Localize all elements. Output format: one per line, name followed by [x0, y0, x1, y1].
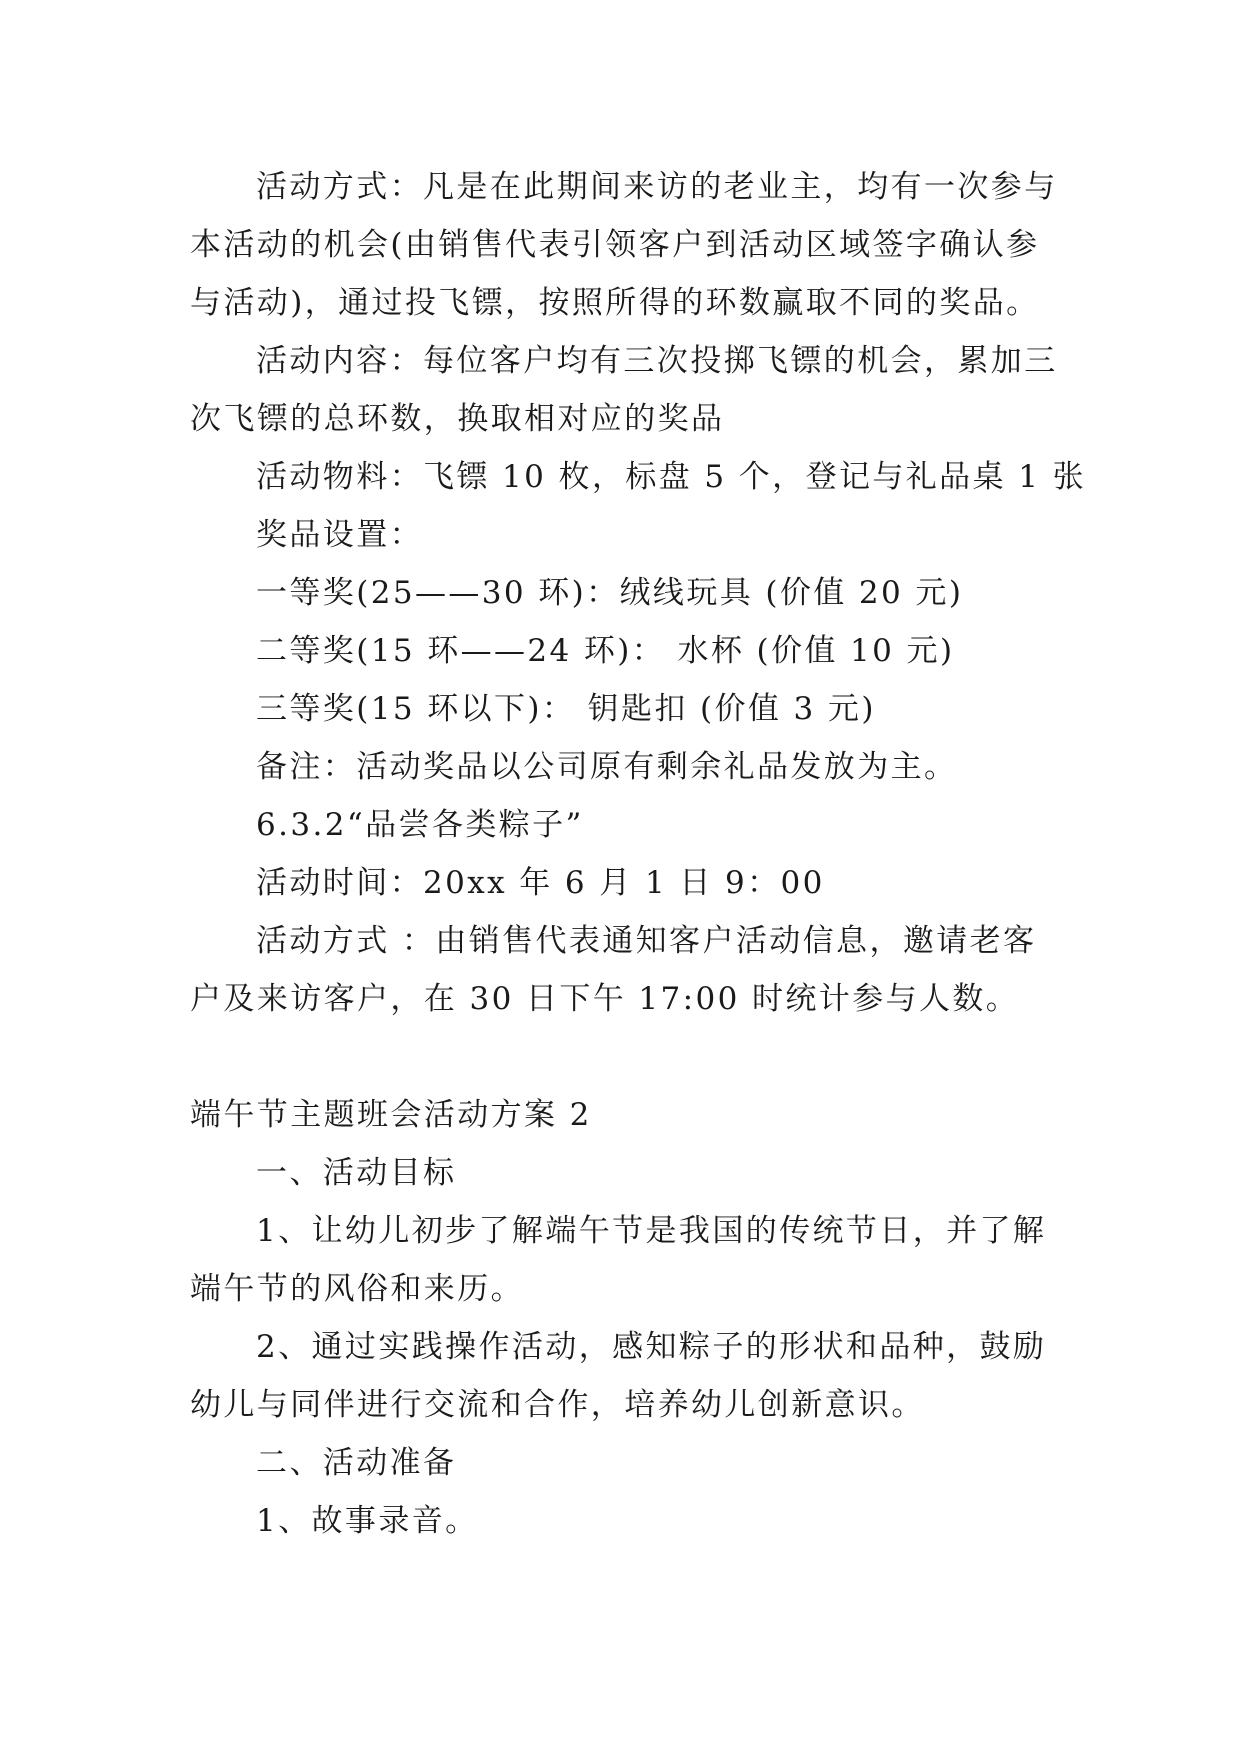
text-line: 2、通过实践操作活动，感知粽子的形状和品种，鼓励 — [256, 1329, 1047, 1365]
section-heading: 一、活动目标 — [256, 1155, 457, 1191]
text-line: 活动方式：凡是在此期间来访的老业主，均有一次参与 — [256, 169, 1058, 205]
section-heading: 6.3.2“品尝各类粽子” — [256, 807, 584, 843]
text-line: 二等奖(15 环——24 环)： 水杯 (价值 10 元) — [256, 633, 955, 669]
text-line: 幼儿与同伴进行交流和合作，培养幼儿创新意识。 — [190, 1387, 925, 1423]
text-line: 端午节的风俗和来历。 — [190, 1271, 524, 1307]
text-line: 1、故事录音。 — [256, 1503, 479, 1539]
text-line: 奖品设置： — [256, 517, 423, 553]
text-line: 一等奖(25——30 环)：绒线玩具 (价值 20 元) — [256, 575, 964, 611]
text-line: 本活动的机会(由销售代表引领客户到活动区域签字确认参 — [190, 227, 1040, 263]
section-heading: 二、活动准备 — [256, 1445, 457, 1481]
text-line: 户及来访客户，在 30 日下午 17:00 时统计参与人数。 — [190, 981, 1020, 1017]
text-line: 与活动)，通过投飞镖，按照所得的环数赢取不同的奖品。 — [190, 285, 1040, 321]
text-line: 三等奖(15 环以下)： 钥匙扣 (价值 3 元) — [256, 691, 876, 727]
text-line: 活动方式 ：由销售代表通知客户活动信息，邀请老客 — [256, 923, 1037, 959]
text-line: 活动内容：每位客户均有三次投掷飞镖的机会，累加三 — [256, 343, 1058, 379]
text-line: 活动物料：飞镖 10 枚，标盘 5 个，登记与礼品桌 1 张 — [256, 459, 1087, 495]
text-line: 活动时间：20xx 年 6 月 1 日 9：00 — [256, 865, 825, 901]
document-title: 端午节主题班会活动方案 2 — [190, 1097, 592, 1133]
text-line: 次飞镖的总环数，换取相对应的奖品 — [190, 401, 725, 437]
text-line: 备注：活动奖品以公司原有剩余礼品发放为主。 — [256, 749, 958, 785]
text-line: 1、让幼儿初步了解端午节是我国的传统节日，并了解 — [256, 1213, 1047, 1249]
